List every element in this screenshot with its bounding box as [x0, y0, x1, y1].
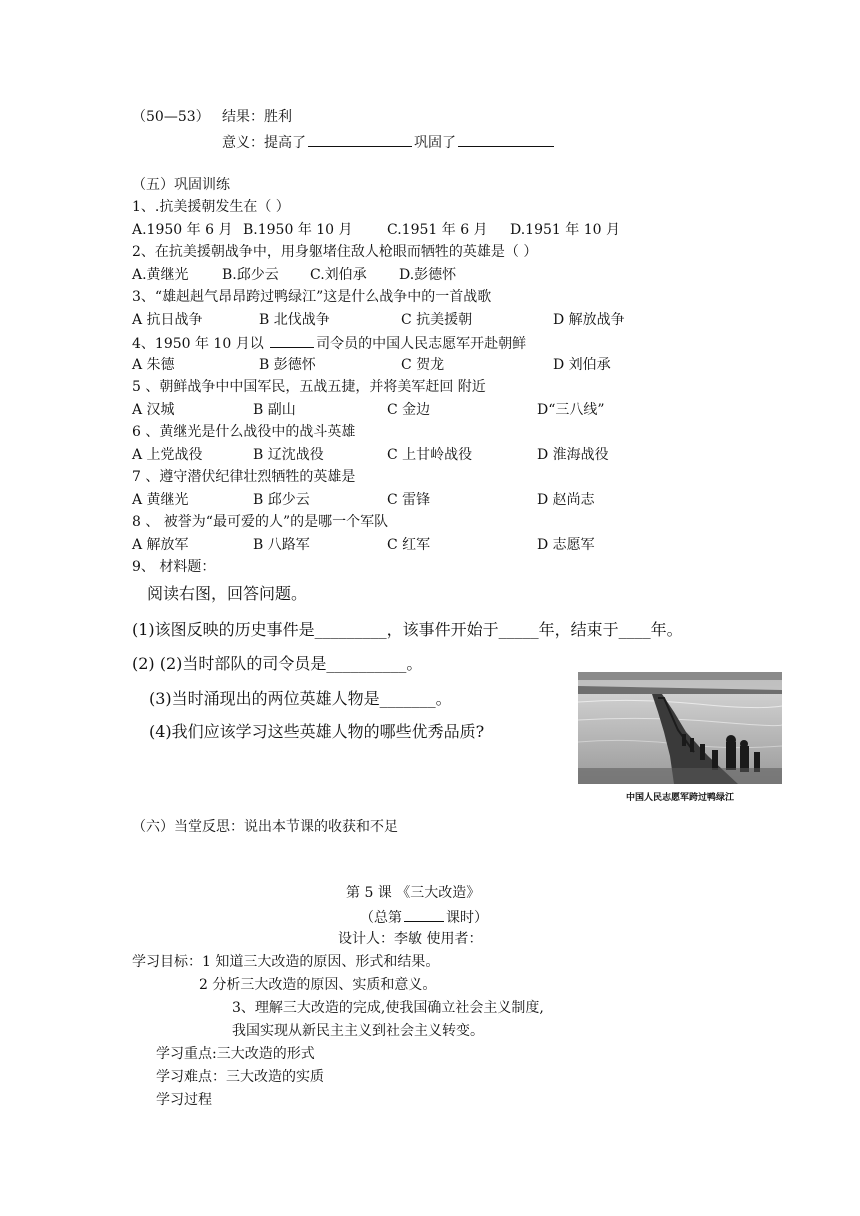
q7-option-c: C 雷锋	[387, 492, 431, 508]
q5-option-d: D“三八线”	[537, 402, 605, 418]
q5-option-a: A 汉城	[132, 402, 175, 418]
q2-option-c: C.刘伯承	[310, 267, 367, 283]
q3-option-d: D 解放战争	[553, 312, 625, 328]
goal-1: 学习目标：1 知道三大改造的原因、形式和结果。	[132, 954, 440, 970]
q1-option-b: B.1950 年 10 月	[243, 222, 353, 238]
q6-option-a: A 上党战役	[132, 447, 203, 463]
q1-option-a: A.1950 年 6 月	[132, 222, 233, 238]
lesson-designer: 设计人：李敏 使用者：	[338, 931, 483, 947]
period-blank[interactable]	[404, 907, 444, 922]
q6-option-d: D 淮海战役	[537, 447, 609, 463]
q5-option-c: C 金边	[387, 402, 431, 418]
yalu-river-crossing-photo	[578, 672, 782, 784]
q3-option-b: B 北伐战争	[259, 312, 330, 328]
q7-text: 7 、遵守潜伏纪律壮烈牺牲的英雄是	[132, 469, 356, 485]
q9-sub4: (4)我们应该学习这些英雄人物的哪些优秀品质?	[149, 722, 485, 741]
q4-option-b: B 彭德怀	[259, 357, 316, 373]
q7-option-d: D 赵尚志	[537, 492, 595, 508]
meaning-mid: 巩固了	[414, 135, 456, 151]
q6-option-b: B 辽沈战役	[253, 447, 324, 463]
period-post: 课时）	[446, 910, 488, 926]
goal-2: 2 分析三大改造的原因、实质和意义。	[199, 977, 437, 993]
q6-text: 6 、黄继光是什么战役中的战斗英雄	[132, 424, 356, 440]
q9-label: 9、 材料题：	[132, 559, 216, 575]
photo-caption: 中国人民志愿军跨过鸭绿江	[625, 793, 734, 803]
q8-option-a: A 解放军	[132, 537, 189, 553]
q9-sub2: (2) (2)当时部队的司令员是__________。	[132, 654, 423, 673]
q3-text: 3、“雄赳赳气昂昂跨过鸭绿江”这是什么战争中的一首战歌	[132, 289, 492, 305]
q1-option-c: C.1951 年 6 月	[387, 222, 488, 238]
q4-text-post: 司令员的中国人民志愿军开赴朝鲜	[316, 336, 527, 352]
q4-text-pre: 4、1950 年 10 月以	[132, 336, 264, 352]
q2-option-d: D.彭德怀	[399, 267, 457, 283]
q1-option-d: D.1951 年 10 月	[510, 222, 620, 238]
meaning-label: 意义：提高了	[222, 135, 306, 151]
war-years: （50—53）	[132, 109, 210, 125]
section6-title: （六）当堂反思：说出本节课的收获和不足	[132, 819, 398, 835]
q5-text: 5 、朝鲜战争中中国军民，五战五捷，并将美军赶回 附近	[132, 379, 486, 395]
goal-3a: 3、理解三大改造的完成,使我国确立社会主义制度,	[232, 1000, 544, 1016]
q3-option-a: A 抗日战争	[132, 312, 203, 328]
lesson-title: 第 5 课 《三大改造》	[346, 885, 481, 901]
q4-option-d: D 刘伯承	[553, 357, 611, 373]
q8-option-c: C 红军	[387, 537, 431, 553]
q8-option-d: D 志愿军	[537, 537, 595, 553]
q4-option-c: C 贺龙	[401, 357, 445, 373]
key-point: 学习重点:三大改造的形式	[156, 1046, 315, 1062]
lesson-period	[360, 907, 488, 927]
goal-3b: 我国实现从新民主主义到社会主义转变。	[232, 1023, 484, 1039]
section5-title: （五）巩固训练	[132, 177, 230, 193]
war-result: 结果：胜利	[222, 109, 292, 125]
q6-option-c: C 上甘岭战役	[387, 447, 473, 463]
period-pre: （总第	[360, 910, 402, 926]
process: 学习过程	[156, 1092, 212, 1108]
q7-option-b: B 邱少云	[253, 492, 310, 508]
q5-option-b: B 副山	[253, 402, 296, 418]
q9-intro: 阅读右图，回答问题。	[147, 584, 308, 603]
q2-text: 2、在抗美援朝战争中，用身躯堵住敌人枪眼而牺牲的英雄是（ ）	[132, 244, 538, 260]
q8-option-b: B 八路军	[253, 537, 310, 553]
q1-text: 1、.抗美援朝发生在（ ）	[132, 199, 290, 215]
q7-option-a: A 黄继光	[132, 492, 189, 508]
q8-text: 8 、 被誉为“最可爱的人”的是哪一个军队	[132, 514, 389, 530]
difficulty: 学习难点：三大改造的实质	[156, 1069, 324, 1085]
meaning-blank-1[interactable]	[308, 132, 412, 147]
q2-option-b: B.邱少云	[222, 267, 279, 283]
q3-option-c: C 抗美援朝	[401, 312, 473, 328]
q9-sub3: (3)当时涌现出的两位英雄人物是_______。	[149, 689, 452, 708]
q9-sub1: (1)该图反映的历史事件是_________，该事件开始于_____年，结束于____年。	[132, 620, 683, 639]
q4-text	[132, 333, 526, 353]
q4-blank[interactable]	[270, 333, 314, 348]
war-meaning	[222, 132, 556, 152]
meaning-blank-2[interactable]	[458, 132, 554, 147]
q4-option-a: A 朱德	[132, 357, 175, 373]
q2-option-a: A.黄继光	[132, 267, 189, 283]
